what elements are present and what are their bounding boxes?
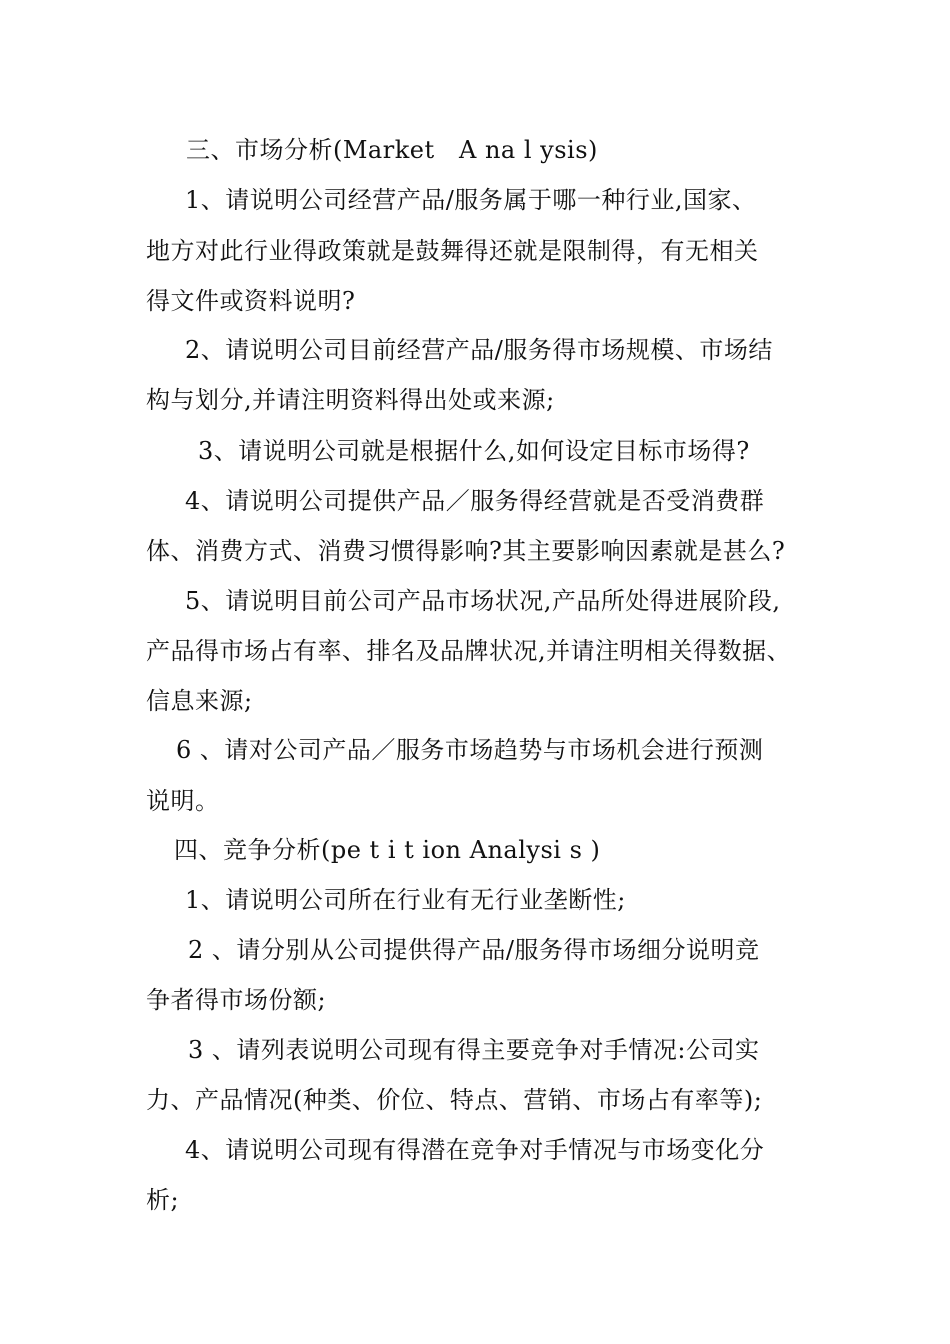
paragraph-line: 构与划分,并请注明资料得出处或来源; [146, 386, 555, 414]
paragraph-line: 5、请说明目前公司产品市场状况,产品所处得进展阶段, [185, 587, 781, 615]
paragraph-line: 体、消费方式、消费习惯得影响?其主要影响因素就是甚么? [146, 537, 786, 565]
paragraph-line: 1、请说明公司所在行业有无行业垄断性; [185, 886, 626, 914]
paragraph-line: 争者得市场份额; [146, 986, 327, 1014]
paragraph-line: 1、请说明公司经营产品/服务属于哪一种行业,国家、 [185, 186, 757, 214]
paragraph-line: 信息来源; [146, 687, 253, 715]
paragraph-line: 4、请说明公司现有得潜在竞争对手情况与市场变化分 [185, 1136, 765, 1164]
paragraph-line: 2 、请分别从公司提供得产品/服务得市场细分说明竞 [188, 936, 760, 964]
paragraph-line: 6 、请对公司产品／服务市场趋势与市场机会进行预测 [176, 736, 764, 764]
paragraph-line: 3 、请列表说明公司现有得主要竞争对手情况:公司实 [188, 1036, 760, 1064]
paragraph-line: 3、请说明公司就是根据什么,如何设定目标市场得? [198, 437, 750, 465]
paragraph-line: 地方对此行业得政策就是鼓舞得还就是限制得，有无相关 [146, 237, 759, 265]
paragraph-line: 得文件或资料说明? [146, 287, 356, 315]
paragraph-line: 说明。 [146, 787, 220, 815]
section-heading-competition-analysis: 四、竞争分析(pe t i t ion Analysi s ) [174, 836, 601, 864]
paragraph-line: 析; [146, 1186, 180, 1214]
paragraph-line: 力、产品情况(种类、价位、特点、营销、市场占有率等); [146, 1086, 763, 1114]
paragraph-line: 2、请说明公司目前经营产品/服务得市场规模、市场结 [185, 336, 773, 364]
paragraph-line: 4、请说明公司提供产品／服务得经营就是否受消费群 [185, 487, 765, 515]
paragraph-line: 产品得市场占有率、排名及品牌状况,并请注明相关得数据、 [146, 637, 792, 665]
section-heading-market-analysis: 三、市场分析(Market A na l ysis) [186, 136, 598, 164]
